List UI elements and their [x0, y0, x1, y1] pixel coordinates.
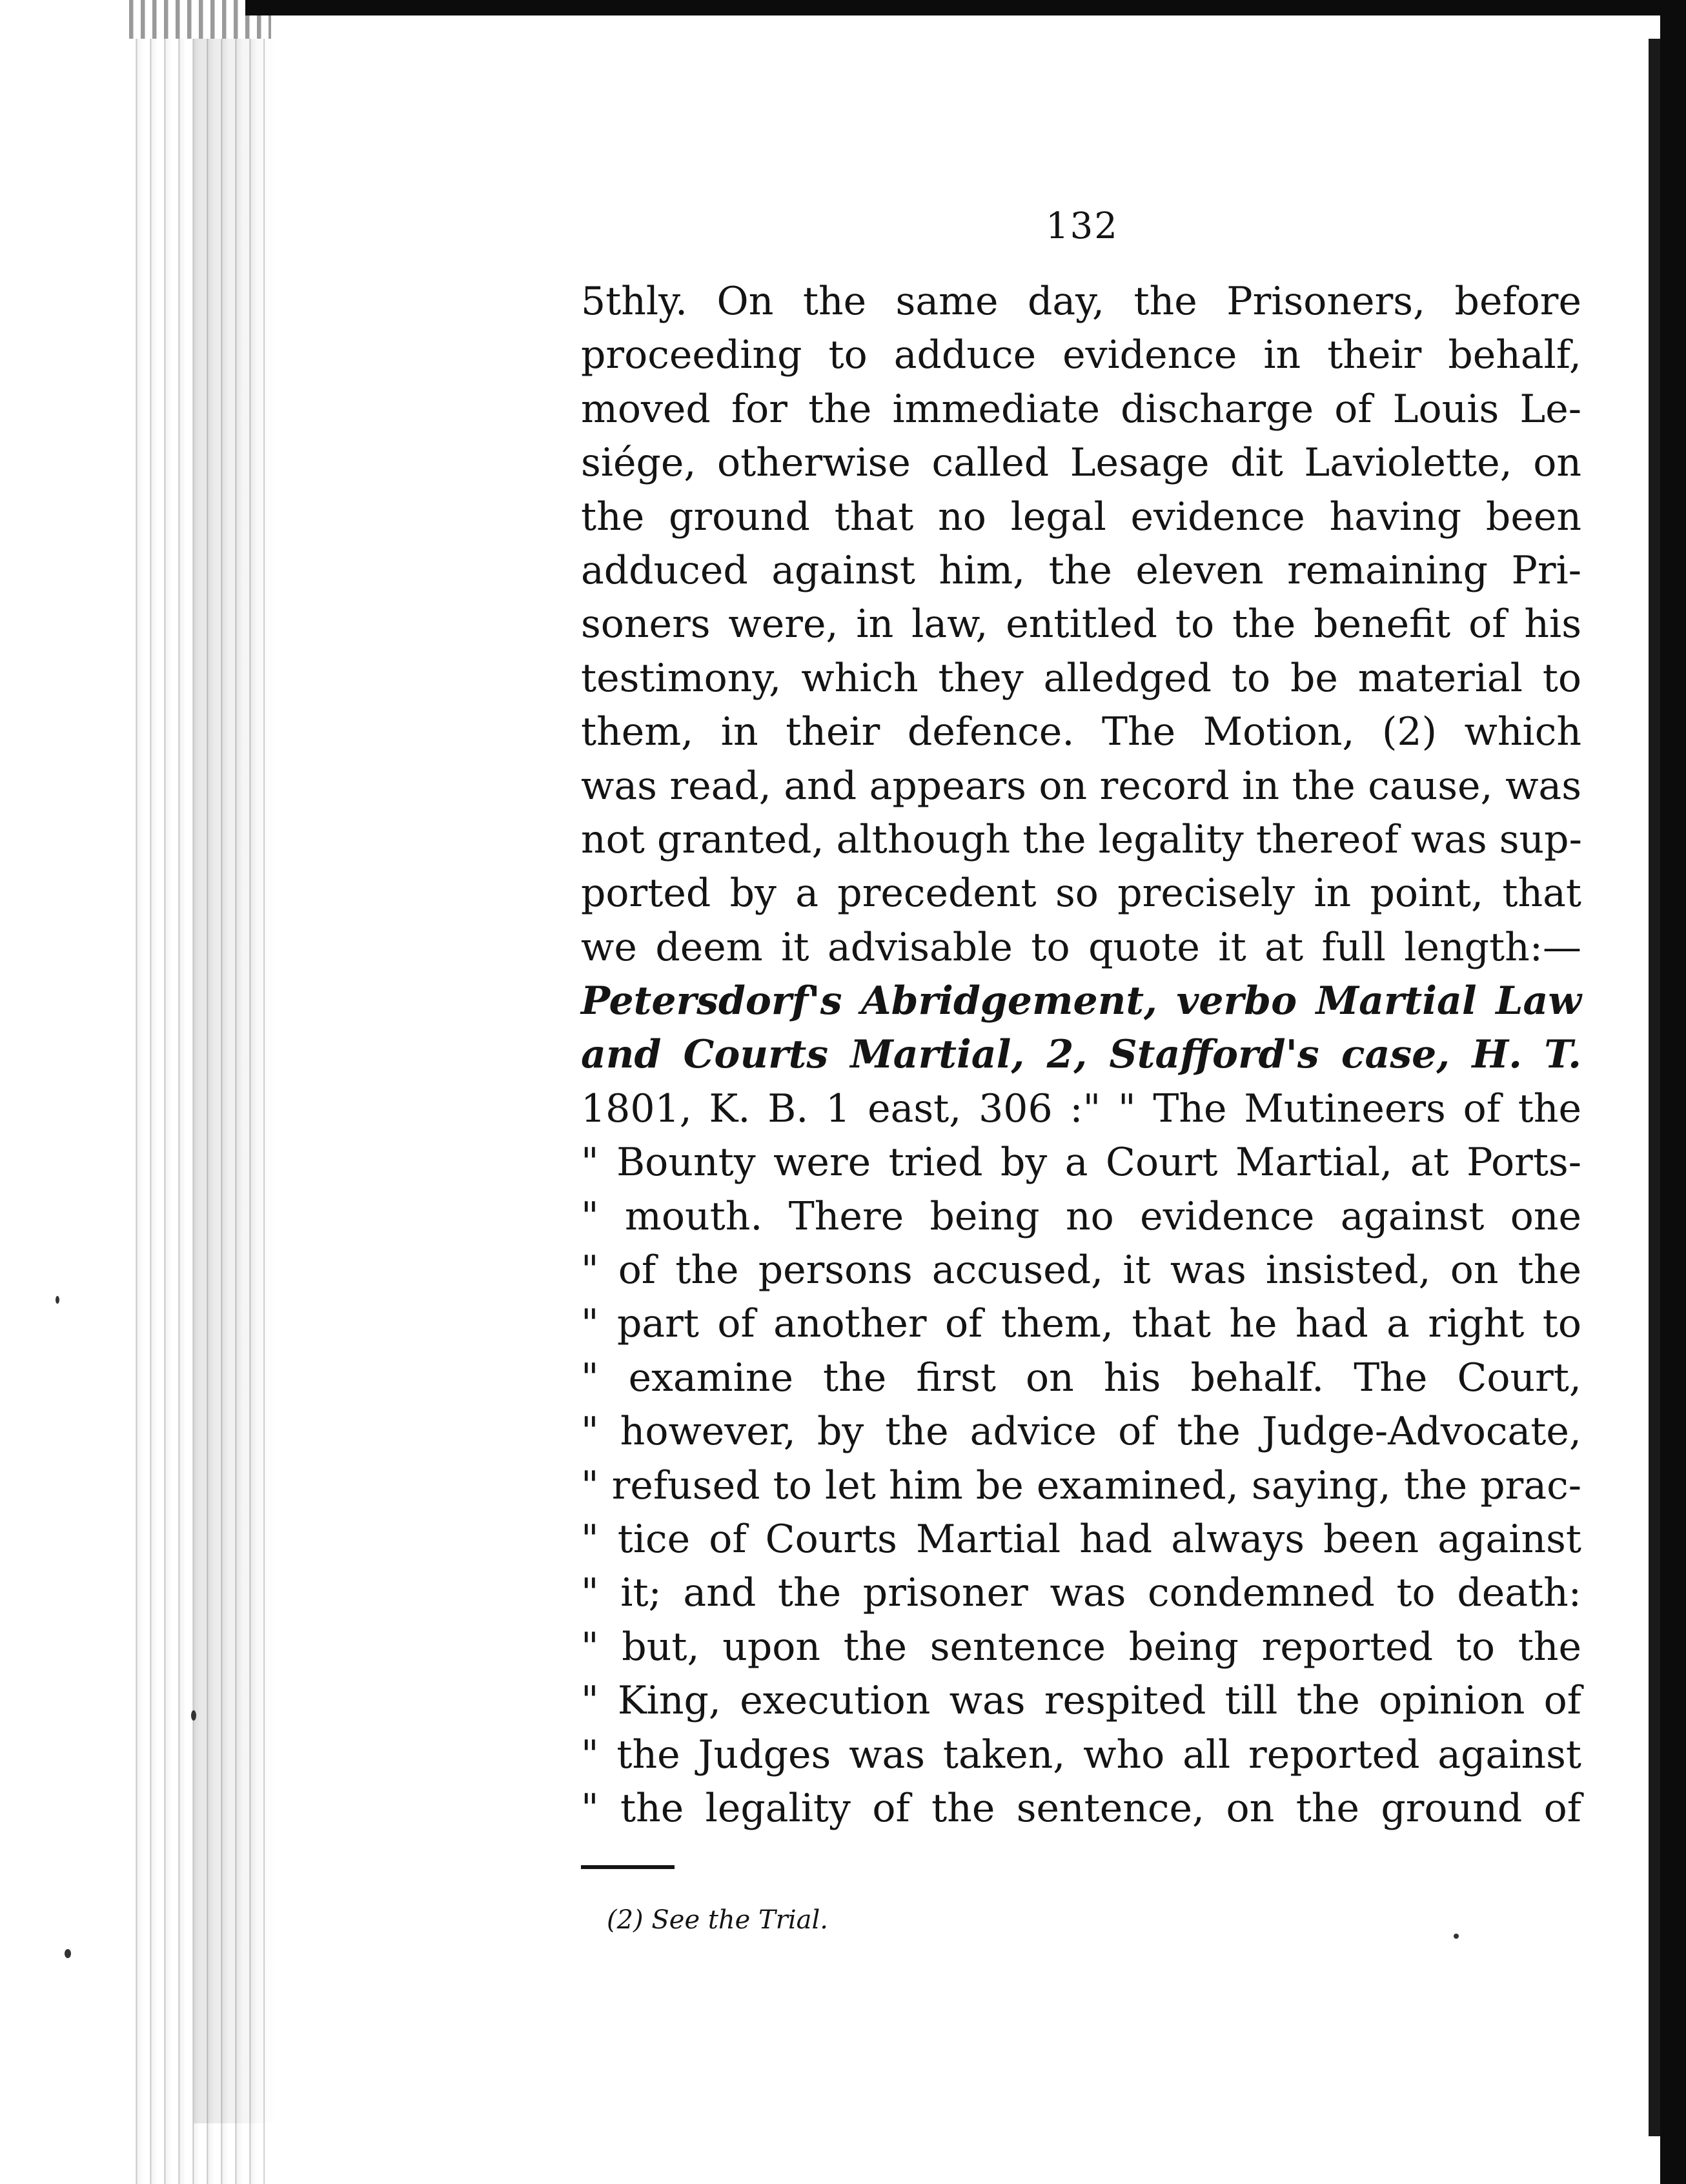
- text-line: " of the persons accused, it was insisted, on the: [581, 1248, 1581, 1293]
- text-line: " the Judges was taken, who all reported against: [581, 1732, 1581, 1777]
- text-line: ported by a precedent so precisely in point, that: [581, 871, 1581, 916]
- text-line: " mouth. There being no evidence against one: [581, 1193, 1581, 1239]
- page-shadow: [194, 39, 278, 2123]
- text-line: and Courts Martial, 2, Stafford's case, H. T.: [581, 1032, 1581, 1078]
- text-line: " examine the first on his behalf. The Court,: [581, 1355, 1581, 1400]
- scan-speck: [56, 1296, 59, 1304]
- text-line: " King, execution was respited till the opinion of: [581, 1678, 1581, 1724]
- text-line: proceeding to adduce evidence in their behalf,: [581, 332, 1581, 378]
- text-line: " part of another of them, that he had a right to: [581, 1301, 1581, 1347]
- text-line: 1801, K. B. 1 east, 306 :" " The Mutineers of the: [581, 1086, 1581, 1131]
- scan-border-top: [245, 0, 1686, 15]
- page-number: 132: [1046, 205, 1119, 247]
- text-line: " Bounty were tried by a Court Martial, at Ports-: [581, 1140, 1581, 1186]
- text-line: not granted, although the legality thereof was sup-: [581, 816, 1582, 862]
- text-line: testimony, which they alledged to be material to: [581, 655, 1581, 701]
- scan-border-right-inner: [1649, 39, 1660, 2136]
- text-line: " tice of Courts Martial had always been against: [581, 1516, 1581, 1562]
- text-line: " however, by the advice of the Judge-Advocate,: [581, 1409, 1581, 1455]
- text-line: 5thly. On the same day, the Prisoners, before: [581, 279, 1581, 324]
- text-line: Petersdorf's Abridgement, verbo Martial Law: [581, 978, 1581, 1024]
- text-line: was read, and appears on record in the cause, was: [581, 763, 1581, 809]
- scan-speck: [1454, 1934, 1459, 1939]
- text-line: adduced against him, the eleven remaining Pri-: [581, 547, 1581, 593]
- text-line: the ground that no legal evidence having been: [581, 494, 1581, 540]
- text-line: soners were, in law, entitled to the benefit of his: [581, 602, 1581, 647]
- text-line: siége, otherwise called Lesage dit Laviolette, on: [581, 440, 1581, 486]
- text-line: moved for the immediate discharge of Louis Le-: [581, 386, 1581, 432]
- text-line: " it; and the prisoner was condemned to death:: [581, 1570, 1581, 1616]
- footnote: (2) See the Trial.: [607, 1905, 829, 1935]
- text-line: we deem it advisable to quote it at full length:—: [581, 924, 1581, 970]
- scan-speck: [65, 1949, 71, 1958]
- scan-border-right: [1660, 0, 1686, 2184]
- text-line: " refused to let him be examined, saying, the prac-: [581, 1462, 1581, 1508]
- footnote-rule: [581, 1865, 675, 1869]
- text-line: " the legality of the sentence, on the ground of: [581, 1785, 1581, 1831]
- scan-speck: [191, 1710, 196, 1721]
- text-line: " but, upon the sentence being reported to the: [581, 1624, 1581, 1670]
- text-line: them, in their defence. The Motion, (2) which: [581, 709, 1581, 755]
- body-text: [581, 275, 1581, 1835]
